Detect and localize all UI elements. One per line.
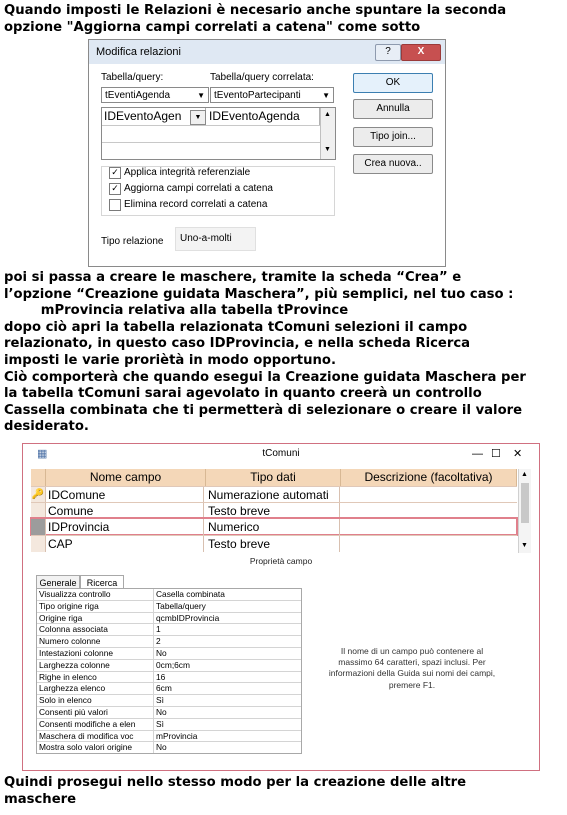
property-name: Consenti più valori: [39, 706, 108, 717]
property-value[interactable]: qcmbIDProvincia: [153, 613, 302, 624]
property-row[interactable]: [37, 672, 301, 684]
properties-grid: [36, 588, 302, 754]
related-table-label: Tabella/query correlata:: [210, 72, 314, 83]
property-row[interactable]: [37, 742, 301, 753]
join-type-button[interactable]: Tipo join...: [353, 127, 433, 147]
close-icon[interactable]: ✕: [513, 448, 523, 460]
property-name: Origine riga: [39, 612, 83, 623]
column-header-type: Tipo dati: [206, 469, 341, 486]
property-value[interactable]: 1: [153, 624, 302, 635]
property-value[interactable]: Sì: [153, 719, 302, 730]
cascade-update-checkbox[interactable]: ✓: [109, 183, 121, 195]
property-value[interactable]: 0cm;6cm: [153, 660, 302, 671]
property-row[interactable]: [37, 707, 301, 719]
text-line: Quando imposti le Relazioni è necesario anche spuntare la seconda: [4, 3, 507, 18]
text-line: maschere: [4, 791, 77, 807]
property-row[interactable]: [37, 624, 301, 636]
referential-integrity-checkbox[interactable]: ✓: [109, 167, 121, 179]
property-name: Mostra solo valori origine: [39, 742, 133, 753]
related-table-select[interactable]: [210, 87, 334, 103]
table-row[interactable]: [31, 486, 517, 503]
tab-lookup[interactable]: Ricerca: [80, 575, 124, 590]
checkbox-label: Applica integrità referenziale: [124, 167, 251, 178]
property-name: Consenti modifiche a elen: [39, 718, 136, 729]
field-name[interactable]: IDProvincia: [46, 519, 204, 535]
property-name: Righe in elenco: [39, 671, 97, 682]
property-name: Colonna associata: [39, 624, 108, 635]
intro-text: [4, 3, 564, 36]
property-value[interactable]: 16: [153, 672, 302, 683]
field-properties-title: Proprietà campo: [249, 556, 313, 566]
table-row-selected[interactable]: [31, 518, 517, 535]
closing-text: [4, 775, 564, 808]
field-description[interactable]: [341, 519, 517, 535]
row-selector[interactable]: [31, 503, 46, 519]
table-row[interactable]: [31, 502, 517, 519]
text-line: Ciò comporterà che quando esegui la Creazione guidata Maschera per: [4, 369, 526, 385]
table-label: Tabella/query:: [101, 72, 164, 83]
property-value[interactable]: Tabella/query: [153, 601, 302, 612]
right-field-value: IDEventoAgenda: [209, 109, 300, 123]
create-new-button[interactable]: Crea nuova..: [353, 154, 433, 174]
checkbox-label: Aggiorna campi correlati a catena: [124, 183, 273, 194]
close-button[interactable]: X: [401, 44, 441, 61]
cascade-delete-checkbox[interactable]: [109, 199, 121, 211]
property-value[interactable]: 2: [153, 636, 302, 647]
field-type[interactable]: Numerico: [206, 519, 340, 535]
maximize-icon[interactable]: ☐: [491, 448, 501, 460]
minimize-icon[interactable]: —: [472, 448, 483, 460]
grid-divider: [102, 125, 320, 126]
fields-scrollbar[interactable]: [518, 469, 531, 553]
right-field-cell[interactable]: [207, 108, 320, 125]
row-selector-header: [31, 469, 46, 486]
cancel-button[interactable]: Annulla: [353, 99, 433, 119]
text-line: mProvincia relativa alla tabella tProvince: [4, 303, 349, 319]
scroll-thumb[interactable]: [521, 483, 529, 523]
text-line: desiderato.: [4, 419, 89, 435]
property-value[interactable]: Casella combinata: [153, 589, 302, 600]
scroll-down-icon[interactable]: ▼: [521, 542, 528, 549]
grid-divider: [102, 142, 320, 143]
text-line: Quindi prosegui nello stesso modo per la creazione delle altre: [4, 775, 467, 790]
relations-dialog: [88, 39, 446, 267]
tab-general[interactable]: Generale: [36, 575, 80, 589]
property-value[interactable]: 6cm: [153, 683, 302, 694]
property-row[interactable]: [37, 683, 301, 695]
field-name[interactable]: Comune: [46, 503, 204, 519]
table-select[interactable]: [101, 87, 209, 103]
chevron-down-icon: ▼: [197, 91, 205, 100]
text-line: dopo ciò apri la tabella relazionata tComuni selezioni il campo: [4, 319, 468, 335]
property-value[interactable]: mProvincia: [153, 731, 302, 742]
property-name: Larghezza elenco: [39, 683, 106, 694]
text-line: opzione "Aggiorna campi correlati a catena" come sotto: [4, 19, 421, 35]
property-row[interactable]: [37, 731, 301, 743]
property-name: Visualizza controllo: [39, 589, 111, 599]
field-name[interactable]: CAP: [46, 536, 204, 552]
scroll-up-icon[interactable]: ▲: [521, 471, 528, 478]
text-line: poi si passa a creare le maschere, tramite la scheda “Crea” e: [4, 270, 462, 285]
property-value[interactable]: No: [153, 648, 302, 659]
property-row[interactable]: [37, 636, 301, 648]
related-table-select-value: tEventoPartecipanti: [214, 90, 301, 101]
field-dropdown-icon[interactable]: ▼: [190, 110, 206, 125]
instructions-text: [4, 270, 564, 436]
help-button[interactable]: ?: [375, 44, 401, 61]
row-selector[interactable]: [31, 519, 46, 535]
property-row[interactable]: [37, 719, 301, 731]
text-line: l’opzione “Creazione guidata Maschera”, più semplici, nel tuo caso :: [4, 286, 514, 302]
chevron-down-icon: ▼: [322, 91, 330, 100]
grid-scrollbar[interactable]: [320, 108, 335, 159]
property-name: Numero colonne: [39, 636, 101, 647]
scroll-up-icon[interactable]: ▲: [324, 111, 331, 118]
ok-button[interactable]: OK: [353, 73, 433, 93]
property-row[interactable]: [37, 695, 301, 707]
property-value[interactable]: No: [153, 707, 302, 718]
field-description[interactable]: [341, 503, 517, 519]
field-description[interactable]: [341, 487, 517, 503]
table-design-window: [22, 443, 540, 771]
column-header-description: Descrizione (facoltativa): [341, 469, 517, 486]
property-name: Larghezza colonne: [39, 659, 110, 670]
dialog-title: Modifica relazioni: [96, 46, 181, 58]
property-row[interactable]: [37, 601, 301, 613]
field-description[interactable]: [341, 536, 517, 552]
text-line: relazionato, in questo caso IDProvincia, e nella scheda Ricerca: [4, 336, 471, 352]
property-value[interactable]: No: [153, 742, 302, 753]
relation-type-value: Uno-a-molti: [175, 227, 256, 251]
property-name: Tipo origine riga: [39, 600, 99, 611]
dialog-titlebar: [89, 40, 445, 64]
table-row[interactable]: [31, 535, 517, 552]
property-row[interactable]: [37, 589, 301, 601]
text-line: la tabella tComuni sarai agevolato in quanto creerà un controllo: [4, 386, 482, 402]
scroll-down-icon[interactable]: ▼: [324, 146, 331, 153]
window-title: tComuni: [262, 448, 300, 459]
property-value[interactable]: Sì: [153, 695, 302, 706]
column-header-name: Nome campo: [46, 469, 206, 486]
left-field-value: IDEventoAgen: [104, 109, 182, 123]
key-icon: 🔑: [31, 487, 46, 503]
row-selector[interactable]: [31, 536, 46, 552]
table-select-value: tEventiAgenda: [105, 90, 171, 101]
text-line: Cassella combinata che ti permetterà di selezionare o creare il valore: [4, 402, 523, 418]
field-name[interactable]: IDComune: [46, 487, 204, 503]
table-icon: ▦: [37, 448, 48, 460]
property-name: Solo in elenco: [39, 695, 92, 706]
field-mapping-grid: [101, 107, 336, 160]
field-type[interactable]: Numerazione automati: [206, 487, 340, 503]
field-type[interactable]: Testo breve: [206, 503, 340, 519]
relation-type-label: Tipo relazione: [101, 236, 164, 247]
property-help-text: Il nome di un campo può contenere al massimo 64 caratteri, spazi inclusi. Per informazioni della Guida sui nomi dei campi, premere F1.: [328, 646, 496, 690]
field-type[interactable]: Testo breve: [206, 536, 340, 552]
property-row[interactable]: [37, 648, 301, 660]
property-row[interactable]: [37, 613, 301, 625]
window-titlebar: [23, 444, 539, 464]
checkbox-label: Elimina record correlati a catena: [124, 199, 268, 210]
text-line: imposti le varie proriètà in modo opportuno.: [4, 352, 336, 368]
property-row[interactable]: [37, 660, 301, 672]
property-name: Maschera di modifica voc: [39, 730, 134, 741]
property-name: Intestazioni colonne: [39, 647, 114, 658]
